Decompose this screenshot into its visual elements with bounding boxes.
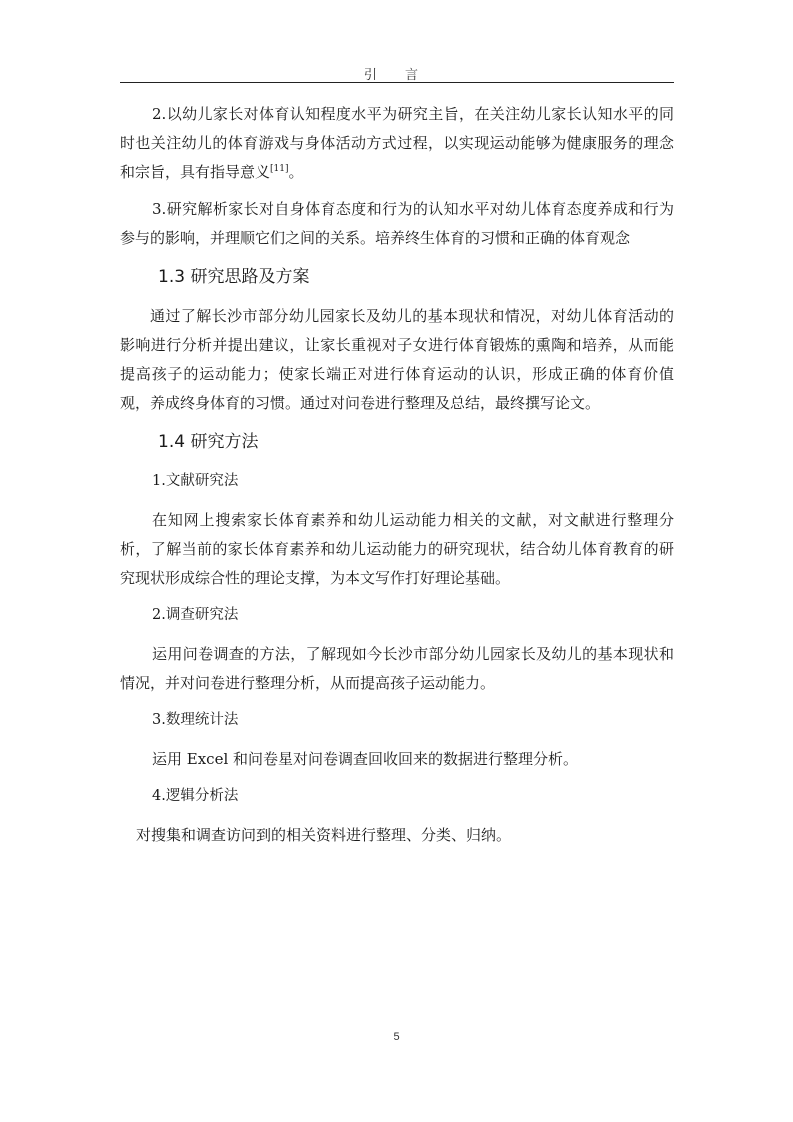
method-2-body: 运用问卷调查的方法，了解现如今长沙市部分幼儿园家长及幼儿的基本现状和情况，并对问卷进行整理分析，从而提高孩子运动能力。 bbox=[120, 645, 674, 692]
method-3-title: 3.数理统计法 bbox=[152, 712, 239, 728]
method-4-title: 4.逻辑分析法 bbox=[152, 788, 239, 804]
header-rule bbox=[120, 82, 674, 83]
paragraph-point-2-text: 2.以幼儿家长对体育认知程度水平为研究主旨，在关注幼儿家长认知水平的同时也关注幼儿的体育游戏与身体活动方式过程，以实现运动能够为健康服务的理念和宗旨，具有指导意义 bbox=[120, 105, 674, 181]
paragraph-point-2 bbox=[120, 100, 674, 187]
section-heading-1-3: 1.3 研究思路及方案 bbox=[158, 267, 310, 287]
method-1-body: 在知网上搜索家长体育素养和幼儿运动能力相关的文献，对文献进行整理分析，了解当前的家长体育素养和幼儿运动能力的研究现状，结合幼儿体育教育的研究现状形成综合性的理论支撑，为本文写作打好理论基础。 bbox=[120, 511, 674, 587]
page-body bbox=[120, 100, 674, 858]
paragraph-point-2-end: 。 bbox=[288, 163, 304, 181]
section-heading-1-4: 1.4 研究方法 bbox=[158, 432, 259, 452]
citation-11: [11] bbox=[270, 164, 289, 174]
page-number: 5 bbox=[393, 1031, 400, 1043]
section-1-3-body: 通过了解长沙市部分幼儿园家长及幼儿的基本现状和情况，对幼儿体育活动的影响进行分析并提出建议，让家长重视对子女进行体育锻炼的熏陶和培养，从而能提高孩子的运动能力；使家长端正对进行体育运动的认识，形成正确的体育价值观，养成终身体育的习惯。通过对问卷进行整理及总结，最终撰写论文。 bbox=[120, 307, 674, 412]
method-1-title: 1.文献研究法 bbox=[152, 473, 239, 489]
method-3-body: 运用 Excel 和问卷星对问卷调查回收回来的数据进行整理分析。 bbox=[152, 750, 579, 768]
method-2-title: 2.调查研究法 bbox=[152, 607, 239, 623]
method-4-body: 对搜集和调查访问到的相关资料进行整理、分类、归纳。 bbox=[136, 826, 512, 844]
running-header-title: 引 言 bbox=[363, 68, 431, 83]
paragraph-point-3: 3.研究解析家长对自身体育态度和行为的认知水平对幼儿体育态度养成和行为参与的影响，并理顺它们之间的关系。培养终生体育的习惯和正确的体育观念 bbox=[120, 200, 674, 247]
